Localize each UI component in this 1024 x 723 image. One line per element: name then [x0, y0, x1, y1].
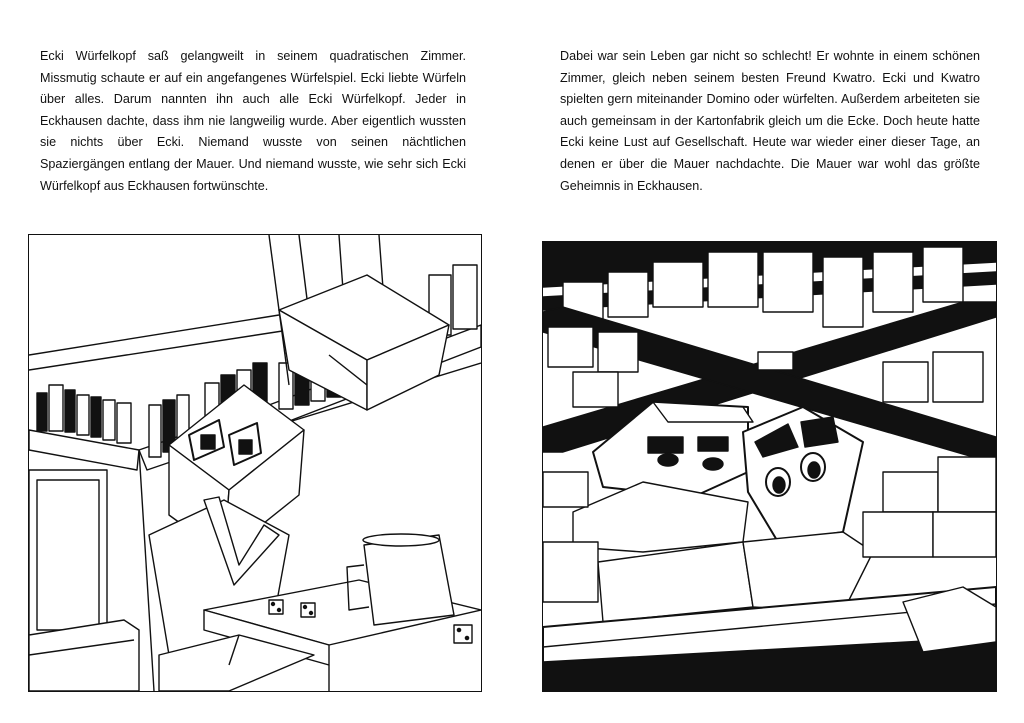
right-paragraph: Dabei war sein Leben gar nicht so schlecht! Er wohnte in einem schönen Zimmer, gleich neben seinem besten Freund Kwatro. Ecki und Kwatro spielten gern miteinander Domino oder würfelten. Außerdem arbeiteten sie auch gemeinsam in der Kartonfabrik gleich um die Ecke. Doch heute hatte Ecki keine Lust auf Gesellschaft. Heute war wieder einer dieser Tage, an denen er über die Mauer nachdachte. Die Mauer war wohl das größte Geheimnis in Eckhausen.: [560, 49, 980, 193]
right-comic-panel: [542, 241, 997, 692]
left-comic-panel: [28, 234, 482, 692]
ecki-in-room-illustration: [29, 235, 481, 691]
ecki-and-kwatro-illustration: [543, 242, 996, 691]
left-paragraph: Ecki Würfelkopf saß gelangweilt in seinem quadratischen Zimmer. Missmutig schaute er auf ein angefangenes Würfelspiel. Ecki liebte Würfeln über alles. Darum nannten ihn auch alle Ecki Würfelkopf. Jeder in Eckhausen dachte, dass ihm nie langweilig wurde. Aber eigentlich wussten sie nichts über Ecki. Niemand wusste von seinen nächtlichen Spaziergängen entlang der Mauer. Und niemand wusste, wie sehr sich Ecki Würfelkopf aus Eckhausen fortwünschte.: [40, 49, 466, 193]
